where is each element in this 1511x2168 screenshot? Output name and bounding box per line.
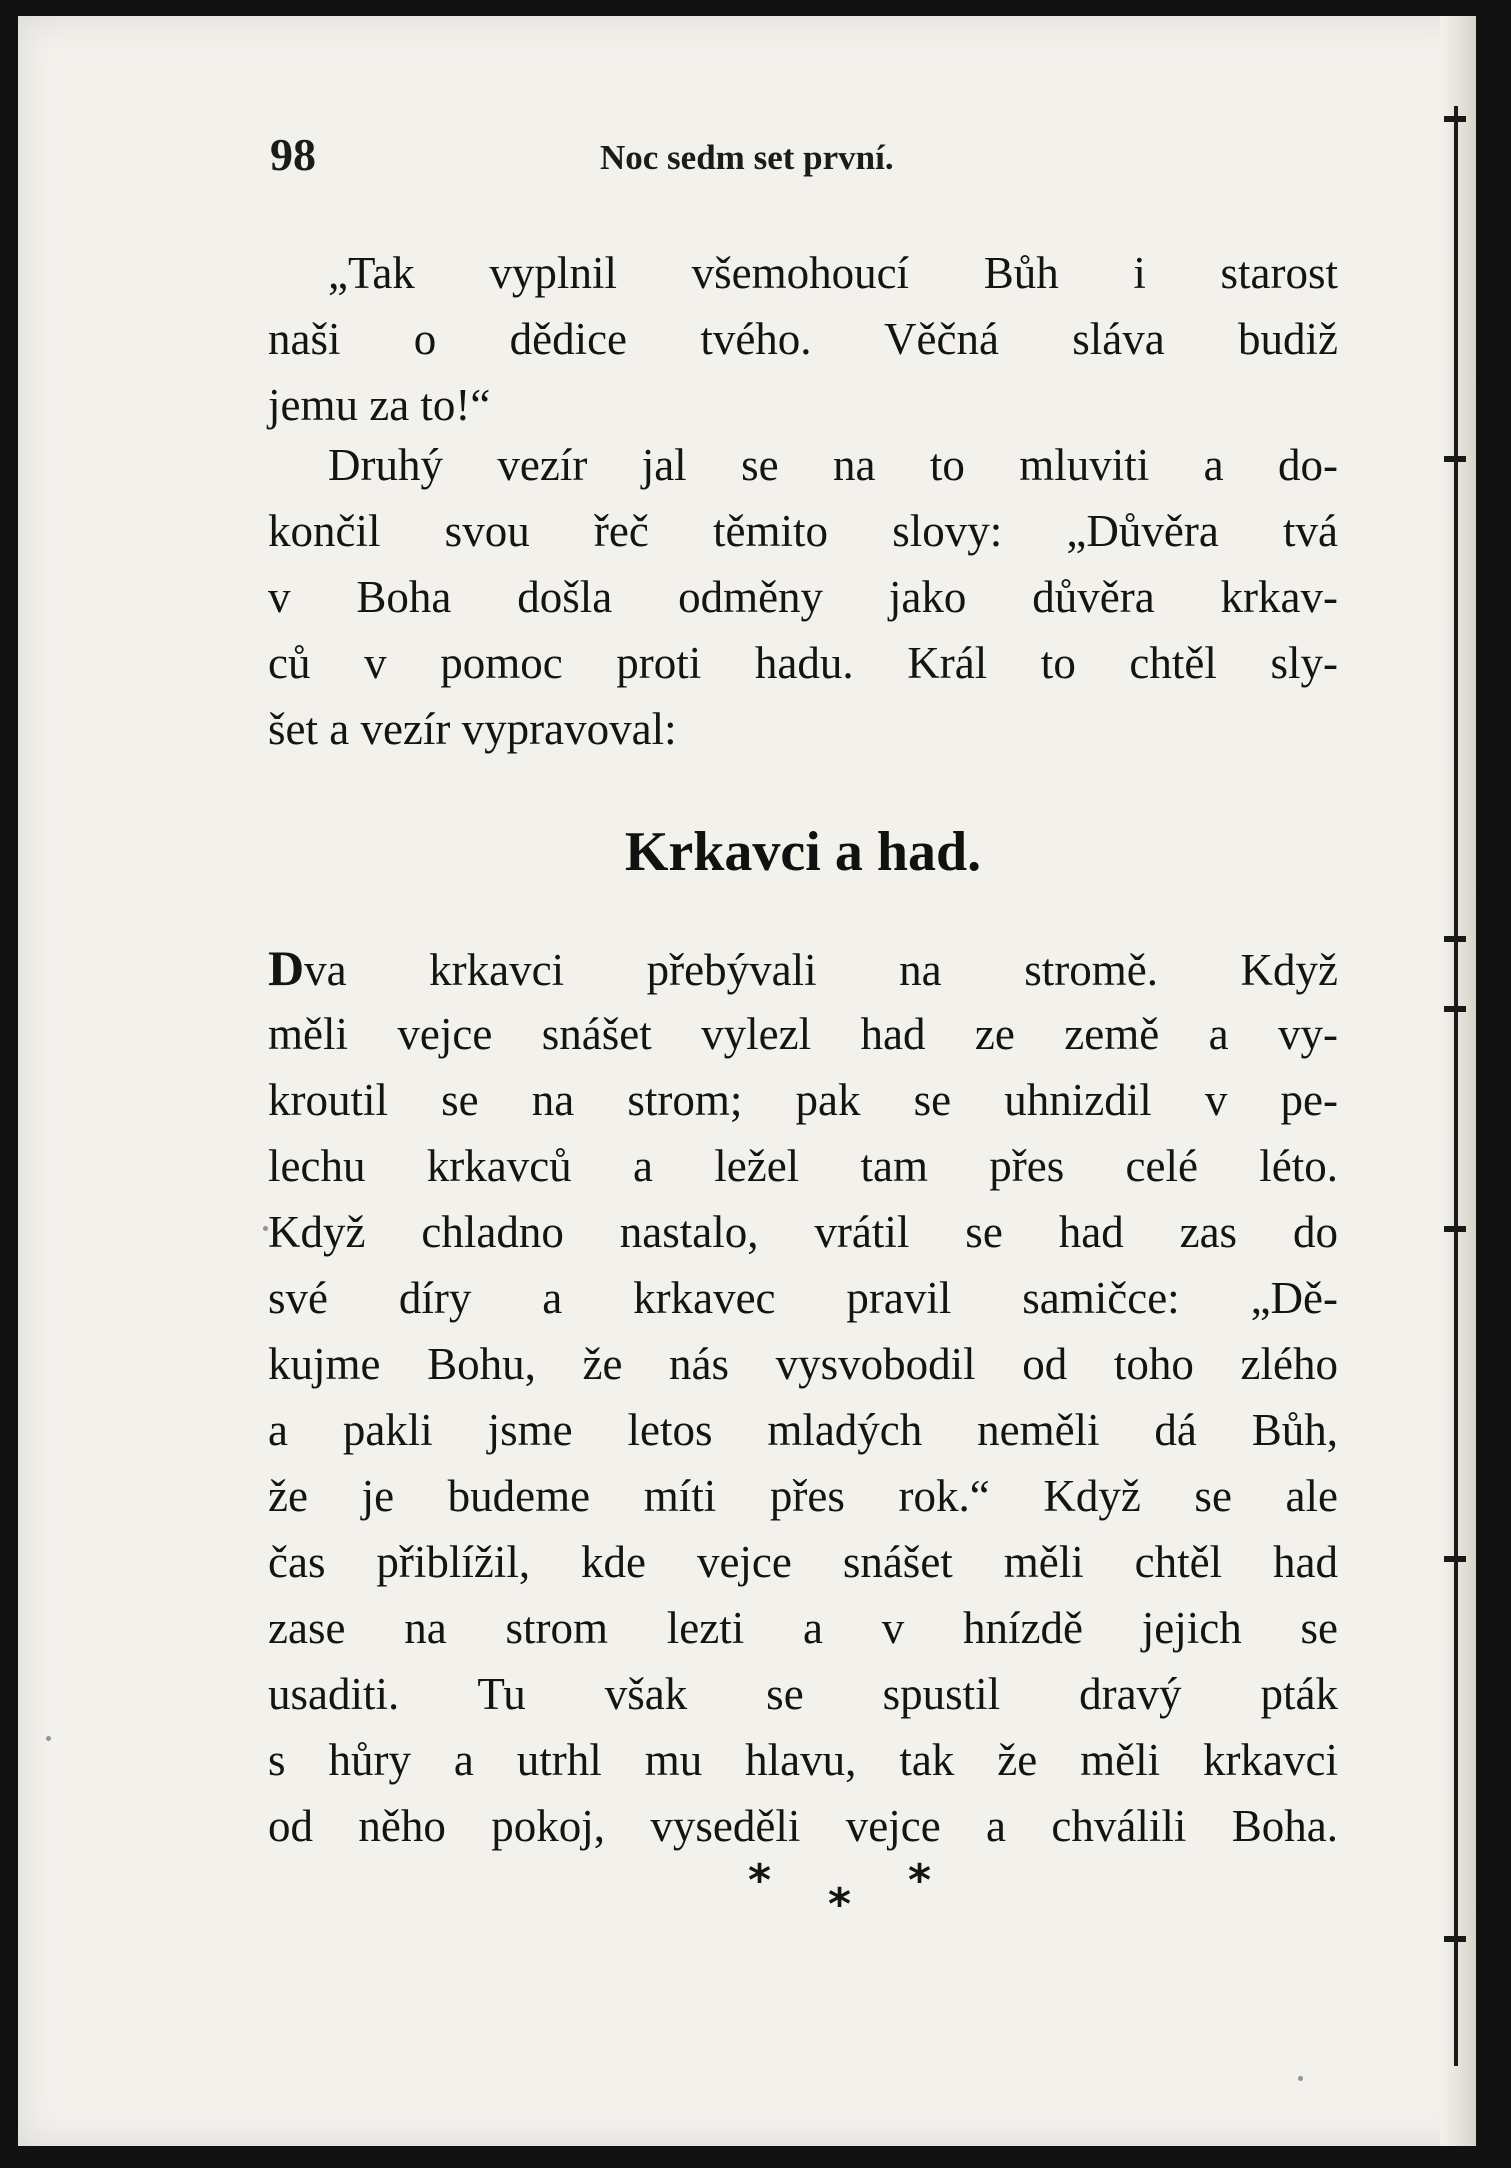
separator-asterisk: * [748, 1855, 772, 1906]
paragraph-second-vizier [268, 432, 1338, 762]
text-line: ců v pomoc proti hadu. Král to chtěl sly- [268, 638, 1338, 688]
story-body [268, 935, 1338, 1859]
text-line: lechu krkavců a ležel tam přes celé léto. [268, 1141, 1338, 1191]
page-number: 98 [270, 129, 316, 180]
paper-speck [1298, 2076, 1303, 2081]
text-line: šet a vezír vypravoval: [268, 704, 677, 754]
text-line: „Tak vyplnil všemohoucí Bůh i starost [328, 248, 1338, 298]
binding-thread [1454, 106, 1458, 2066]
text-line: že je budeme míti přes rok.“ Když se ale [268, 1471, 1338, 1521]
separator-asterisk: * [828, 1879, 852, 1930]
text-line: s hůry a utrhl mu hlavu, tak že měli krkavci [268, 1735, 1338, 1785]
text-line: v Boha došla odměny jako důvěra krkav- [268, 572, 1338, 622]
binding-stitch [1444, 1006, 1466, 1012]
running-head: Noc sedm set první. [600, 138, 894, 177]
story-first-letter: D [268, 940, 305, 996]
paragraph-quote-ending [268, 240, 1338, 438]
text-line: končil svou řeč těmito slovy: „Důvěra tvá [268, 506, 1338, 556]
text-line: Druhý vezír jal se na to mluviti a do- [328, 440, 1338, 490]
text-line: zase na strom lezti a v hnízdě jejich se [268, 1603, 1338, 1653]
story-title: Krkavci a had. [624, 821, 982, 883]
section-separator [268, 1855, 1338, 1935]
separator-asterisk: * [908, 1855, 932, 1906]
paper-speck [46, 1736, 51, 1741]
binding-stitch [1444, 456, 1466, 462]
page-header [250, 128, 1330, 188]
text-line: a pakli jsme letos mladých neměli dá Bůh, [268, 1405, 1338, 1455]
binding-stitch [1444, 936, 1466, 942]
story-first-line: va krkavci přebývali na stromě. Když [304, 945, 1338, 995]
text-line: kroutil se na strom; pak se uhnizdil v pe- [268, 1075, 1338, 1125]
text-line: jemu za to!“ [268, 380, 491, 430]
text-line: od něho pokoj, vyseděli vejce a chválili Boha. [268, 1801, 1338, 1851]
text-line: Když chladno nastalo, vrátil se had zas do [268, 1207, 1338, 1257]
page-binding-edge [1440, 16, 1476, 2146]
text-line: kujme Bohu, že nás vysvobodil od toho zlého [268, 1339, 1338, 1389]
binding-stitch [1444, 116, 1466, 122]
text-line: své díry a krkavec pravil samičce: „Dě- [268, 1273, 1338, 1323]
text-line [268, 935, 1338, 1001]
text-line: měli vejce snášet vylezl had ze země a vy- [268, 1009, 1338, 1059]
binding-stitch [1444, 1556, 1466, 1562]
binding-stitch [1444, 1936, 1466, 1942]
text-line: naši o dědice tvého. Věčná sláva budiž [268, 314, 1338, 364]
binding-stitch [1444, 1226, 1466, 1232]
text-line: usaditi. Tu však se spustil dravý pták [268, 1669, 1338, 1719]
text-line: čas přiblížil, kde vejce snášet měli chtěl had [268, 1537, 1338, 1587]
